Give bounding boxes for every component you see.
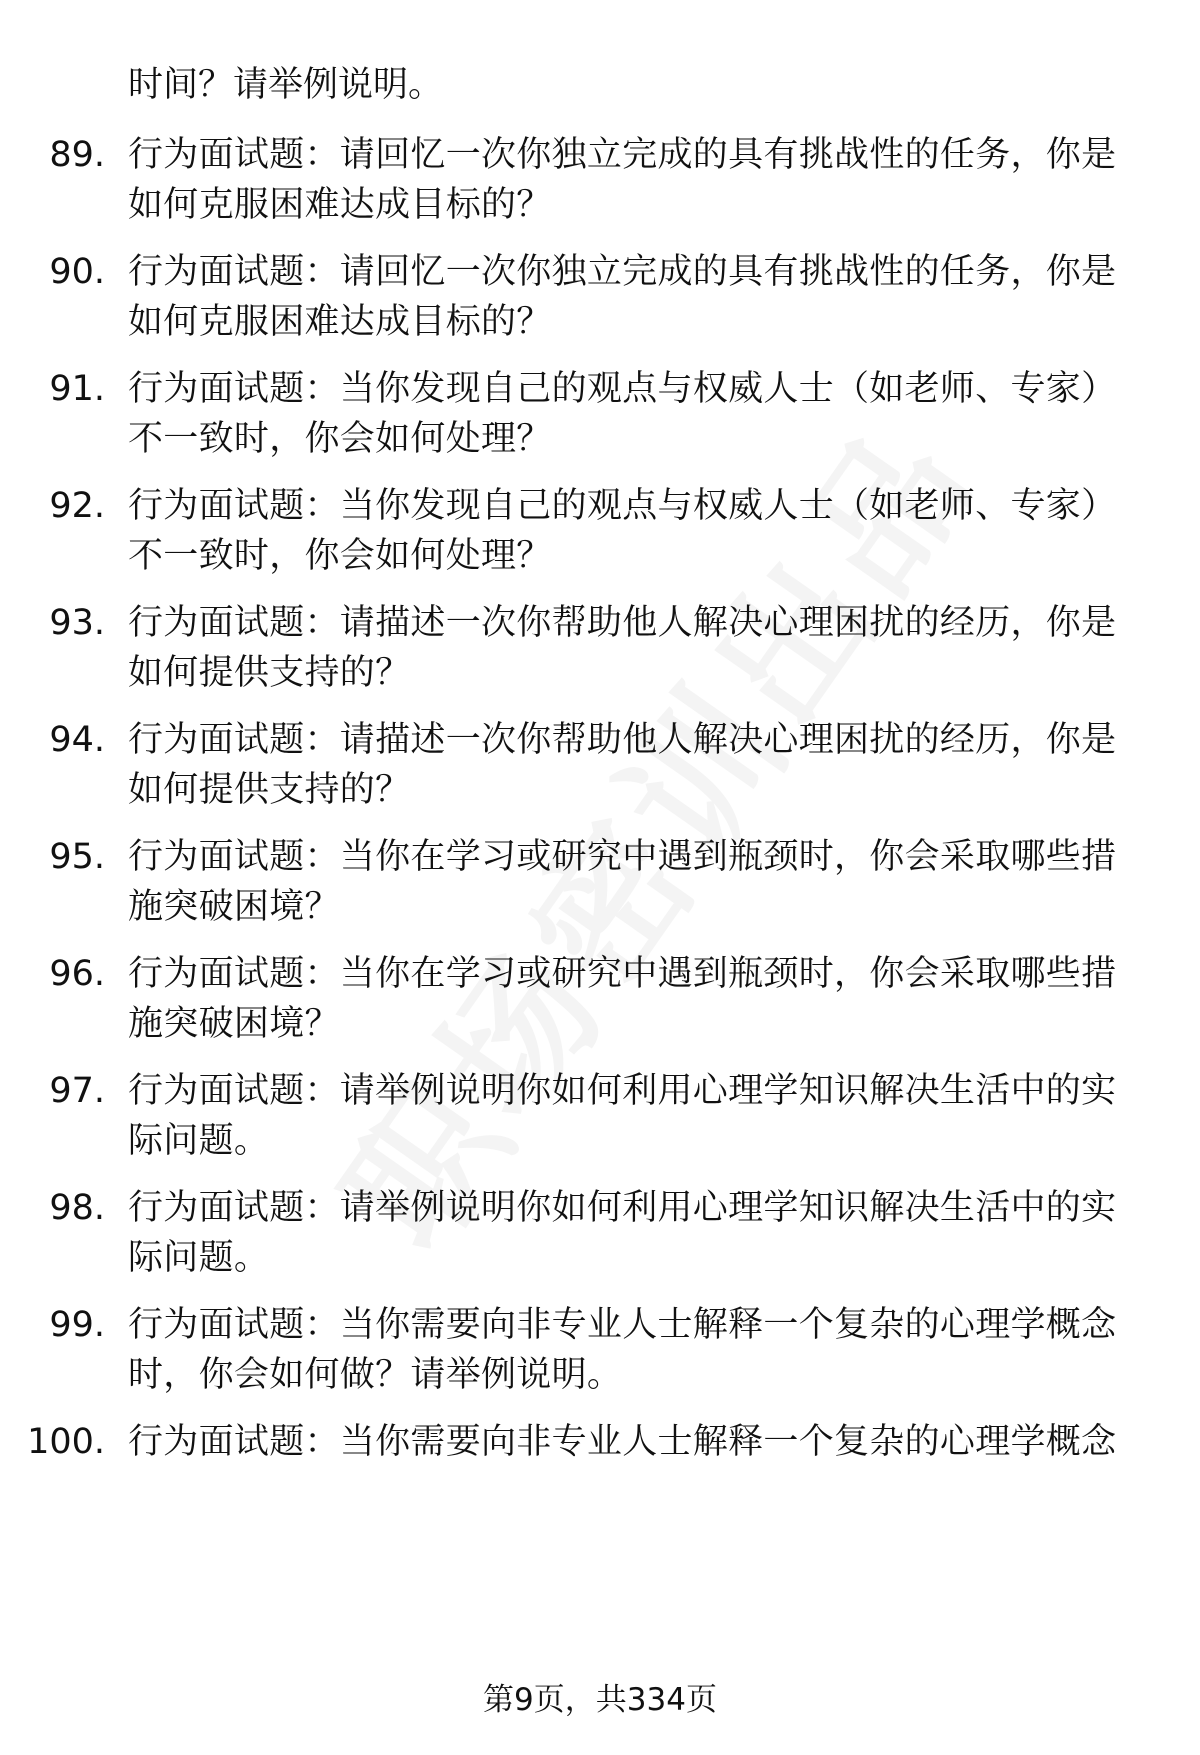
question-number: 96.: [49, 954, 105, 994]
question-number: 89.: [49, 135, 105, 175]
question-number: 93.: [49, 603, 105, 643]
question-number: 97.: [49, 1071, 105, 1111]
question-item: [0, 130, 1200, 230]
question-text: 行为面试题：当你在学习或研究中遇到瓶颈时，你会采取哪些措施突破困境？: [128, 837, 1117, 927]
question-item: [0, 715, 1200, 815]
question-text: 行为面试题：请描述一次你帮助他人解决心理困扰的经历，你是如何提供支持的？: [128, 720, 1117, 810]
question-number: 91.: [49, 369, 105, 409]
question-number: 95.: [49, 837, 105, 877]
question-text: 行为面试题：请描述一次你帮助他人解决心理困扰的经历，你是如何提供支持的？: [128, 603, 1117, 693]
page-footer: 第9页，共334页: [483, 1682, 717, 1718]
question-text: 行为面试题：当你需要向非专业人士解释一个复杂的心理学概念时，你会如何做？请举例说明。: [128, 1305, 1117, 1395]
question-item: [0, 598, 1200, 698]
question-text: 行为面试题：当你需要向非专业人士解释一个复杂的心理学概念: [128, 1422, 1117, 1462]
question-item: [0, 949, 1200, 1049]
question-text: 行为面试题：当你发现自己的观点与权威人士（如老师、专家）不一致时，你会如何处理？: [128, 369, 1117, 459]
question-item: [0, 1183, 1200, 1283]
question-item: [0, 1066, 1200, 1166]
continuation-text: 时间？请举例说明。: [128, 65, 444, 105]
question-item: [0, 1300, 1200, 1400]
question-text: 行为面试题：当你发现自己的观点与权威人士（如老师、专家）不一致时，你会如何处理？: [128, 486, 1117, 576]
question-number: 94.: [49, 720, 105, 760]
question-number: 92.: [49, 486, 105, 526]
question-text: 行为面试题：请举例说明你如何利用心理学知识解决生活中的实际问题。: [128, 1071, 1117, 1161]
question-number: 98.: [49, 1188, 105, 1228]
question-item: [0, 364, 1200, 464]
question-text: 行为面试题：当你在学习或研究中遇到瓶颈时，你会采取哪些措施突破困境？: [128, 954, 1117, 1044]
question-item: [0, 481, 1200, 581]
question-item: [0, 1417, 1200, 1477]
question-number: 90.: [49, 252, 105, 292]
question-text: 行为面试题：请举例说明你如何利用心理学知识解决生活中的实际问题。: [128, 1188, 1117, 1278]
question-item: [0, 832, 1200, 932]
question-text: 行为面试题：请回忆一次你独立完成的具有挑战性的任务，你是如何克服困难达成目标的？: [128, 252, 1117, 342]
question-number: 99.: [49, 1305, 105, 1345]
question-text: 行为面试题：请回忆一次你独立完成的具有挑战性的任务，你是如何克服困难达成目标的？: [128, 135, 1117, 225]
question-item: [0, 247, 1200, 347]
question-number: 100.: [27, 1422, 105, 1462]
